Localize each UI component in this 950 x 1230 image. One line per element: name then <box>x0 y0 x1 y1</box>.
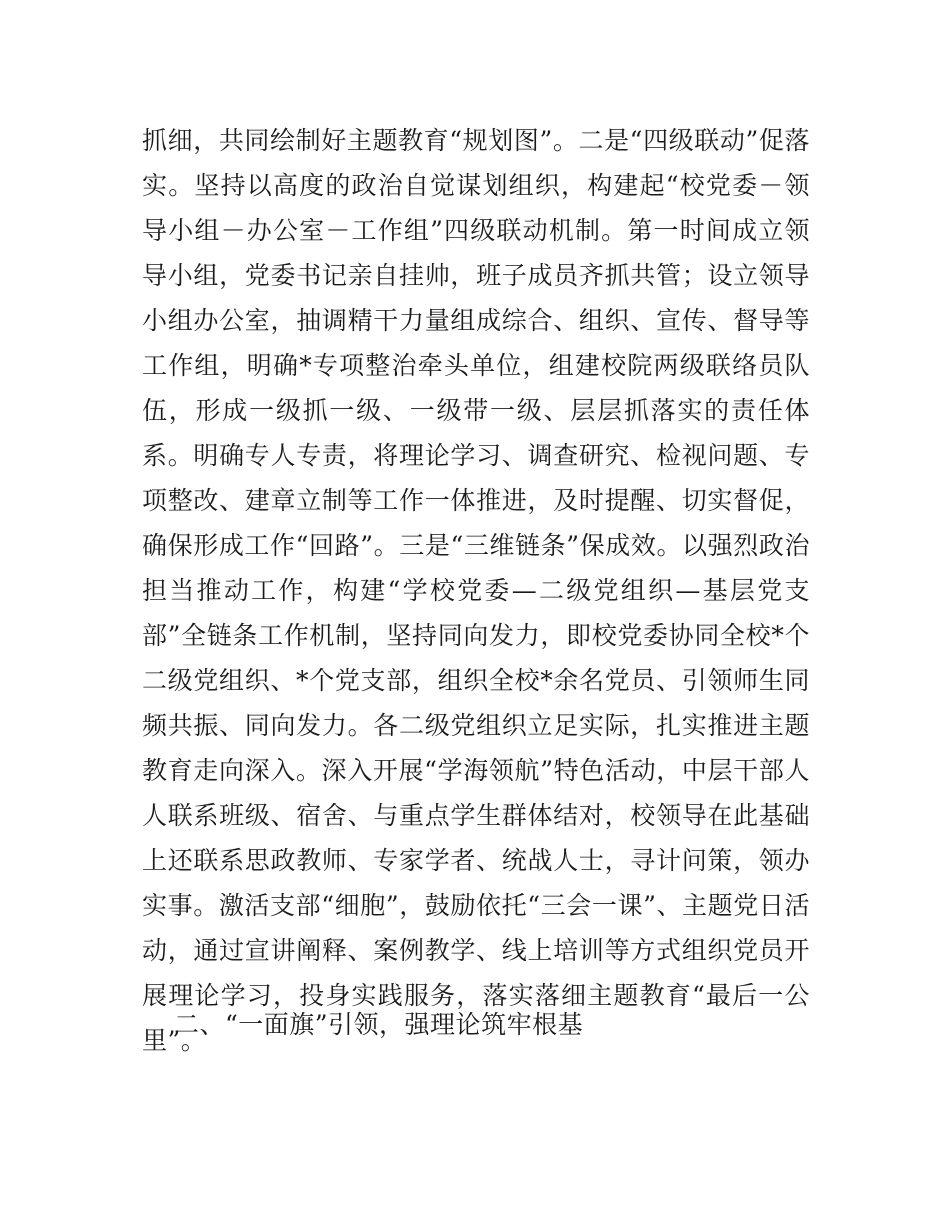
body-paragraph: 抓细，共同绘制好主题教育“规划图”。二是“四级联动”促落实。坚持以高度的政治自觉谋划组织，构建起“校党委－领导小组－办公室－工作组”四级联动机制。第一时间成立领导小组，党委书记亲自挂帅，班子成员齐抓共管；设立领导小组办公室，抽调精干力量组成综合、组织、宣传、督导等工作组，明确*专项整治牵头单位，组建校院两级联络员队伍，形成一级抓一级、一级带一级、层层抓落实的责任体系。明确专人专责，将理论学习、调查研究、检视问题、专项整改、建章立制等工作一体推进，及时提醒、切实督促，确保形成工作“回路”。三是“三维链条”保成效。以强烈政治担当推动工作，构建“学校党委—二级党组织—基层党支部”全链条工作机制，坚持同向发力，即校党委协同全校*个二级党组织、*个党支部，组织全校*余名党员、引领师生同频共振、同向发力。各二级党组织立足实际，扎实推进主题教育走向深入。深入开展“学海领航”特色活动，中层干部人人联系班级、宿舍、与重点学生群体结对，校领导在此基础上还联系思政教师、专家学者、统战人士，寻计问策，领办实事。激活支部“细胞”，鼓励依托“三会一课”、主题党日活动，通过宣讲阐释、案例教学、线上培训等方式组织党员开展理论学习，投身实践服务，落实落细主题教育“最后一公里”。 <box>142 126 810 1055</box>
section-heading: 二、“一面旗”引领，强理论筑牢根基 <box>174 1010 584 1039</box>
